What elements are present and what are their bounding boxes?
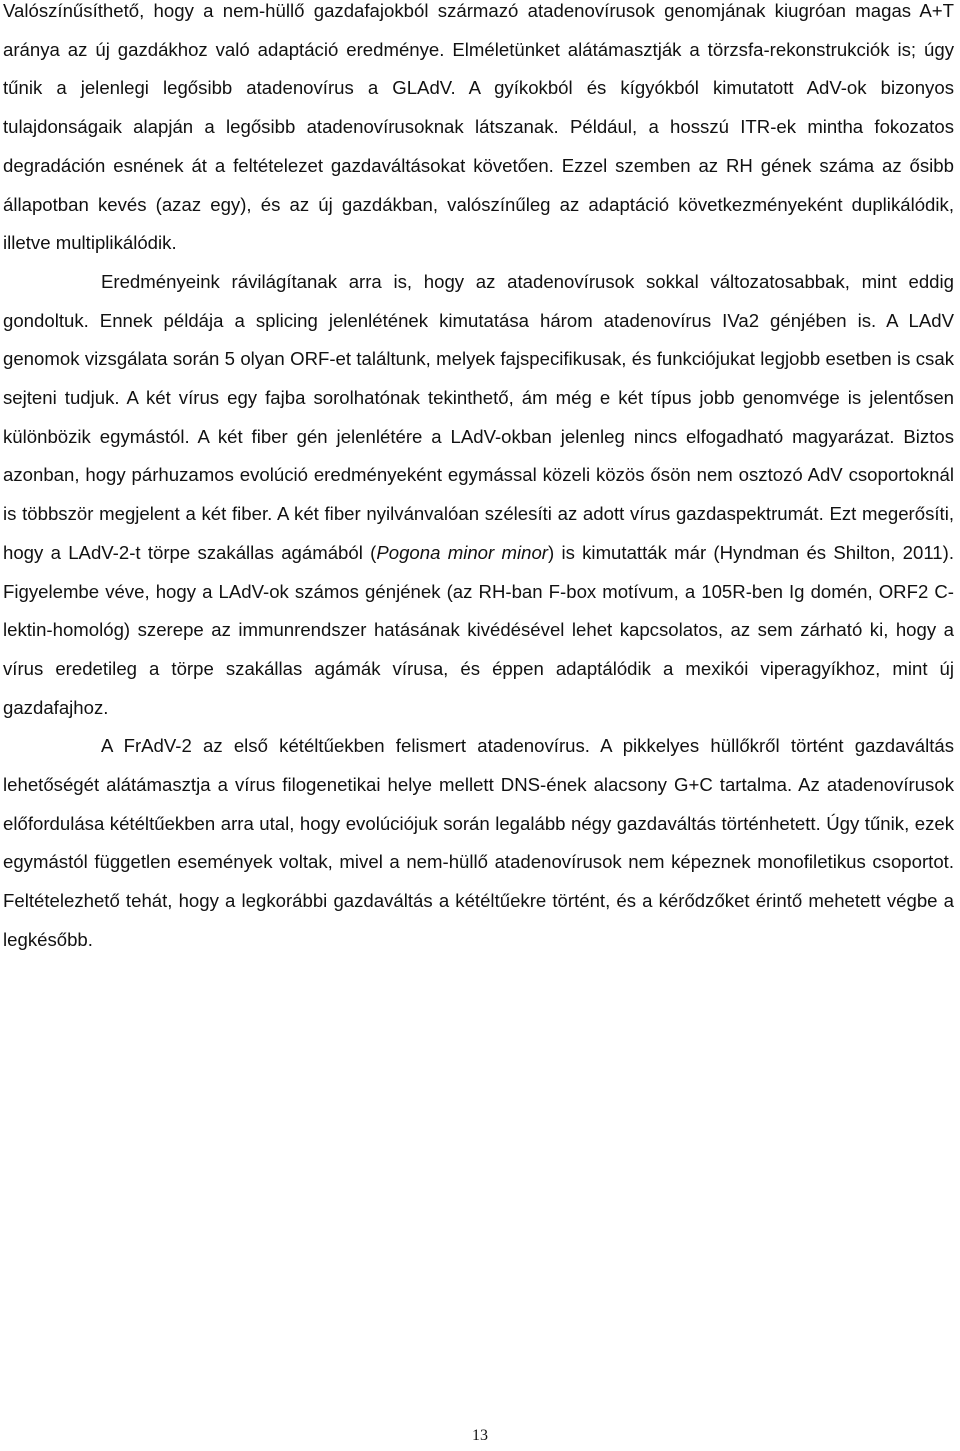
page-number: 13: [472, 1427, 488, 1444]
paragraph-3: [3, 727, 954, 959]
paragraph-text: Eredményeink rávilágítanak arra is, hogy az atadenovírusok sokkal változatosabbak, mint eddig gondoltuk. Ennek példája a splicing jelenlétének kimutatása három atadenovírus IVa2 génjében is. A LAdV genomok vizsgálata során 5 olyan ORF-et találtunk, melyek fajspecifikusak, és funkciójukat legjobb esetben is csak sejteni tudjuk. A két vírus egy fajba sorolhatónak tekinthető, ám még e két típus jobb genomvége is jelentősen különbözik egymástól. A két fiber gén jelenlétére a LAdV-okban jelenleg nincs elfogadható magyarázat. Biztos azonban, hogy párhuzamos evolúció eredményeként egymással közeli közös ősön nem osztozó AdV csoportoknál is többször megjelent a két fiber. A két fiber nyilvánvalóan szélesíti az adott vírus gazdaspektrumát. Ezt megerősíti, hogy a LAdV-2-t törpe szakállas agámából (: [3, 270, 954, 563]
paragraph-text: Valószínűsíthető, hogy a nem-hüllő gazdafajokból származó atadenovírusok genomjának kiugróan magas A+T aránya az új gazdákhoz való adaptáció eredménye. Elméletünket alátámasztják a törzsfa-rekonstrukciók is; úgy tűnik a jelenlegi legősibb atadenovírus a GLAdV. A gyíkokból és kígyókból kimutatott AdV-ok bizonyos tulajdonságaik alapján a legősibb atadenovírusoknak látszanak. Például, a hosszú ITR-ek mintha fokozatos degradáción esnének át a feltételezet gazdaváltásokat követően. Ezzel szemben az RH gének száma az ősibb állapotban kevés (azaz egy), és az új gazdákban, valószínűleg az adaptáció következményeként duplikálódik, illetve multiplikálódik.: [3, 0, 954, 254]
document-page: [3, 0, 954, 960]
species-name-italic: Pogona minor minor: [376, 541, 548, 563]
paragraph-text: A FrAdV-2 az első kétéltűekben felismert atadenovírus. A pikkelyes hüllőkről történt gazdaváltás lehetőségét alátámasztja a vírus filogenetikai helye mellett DNS-ének alacsony G+C tartalma. Az atadenovírusok előfordulása kétéltűekben arra utal, hogy evolúciójuk során legalább négy gazdaváltás történhetett. Úgy tűnik, ezek egymástól független események voltak, mivel a nem-hüllő atadenovírusok nem képeznek monofiletikus csoportot. Feltételezhető tehát, hogy a legkorábbi gazdaváltás a kétéltűekre történt, és a kérődzőket érintő mehetett végbe a legkésőbb.: [3, 735, 954, 950]
paragraph-text: ) is kimutatták már (Hyndman és Shilton, 2011). Figyelembe véve, hogy a LAdV-ok számos génjének (az RH-ban F-box motívum, a 105R-ben Ig domén, ORF2 C-lektin-homológ) szerepe az immunrendszer hatásának kivédésével lehet kapcsolatos, az sem zárható ki, hogy a vírus eredetileg a törpe szakállas agámák vírusa, és éppen adaptálódik a mexikói viperagyíkhoz, mint új gazdafajhoz.: [3, 541, 955, 718]
paragraph-1: [3, 0, 954, 263]
paragraph-2: [3, 263, 954, 727]
